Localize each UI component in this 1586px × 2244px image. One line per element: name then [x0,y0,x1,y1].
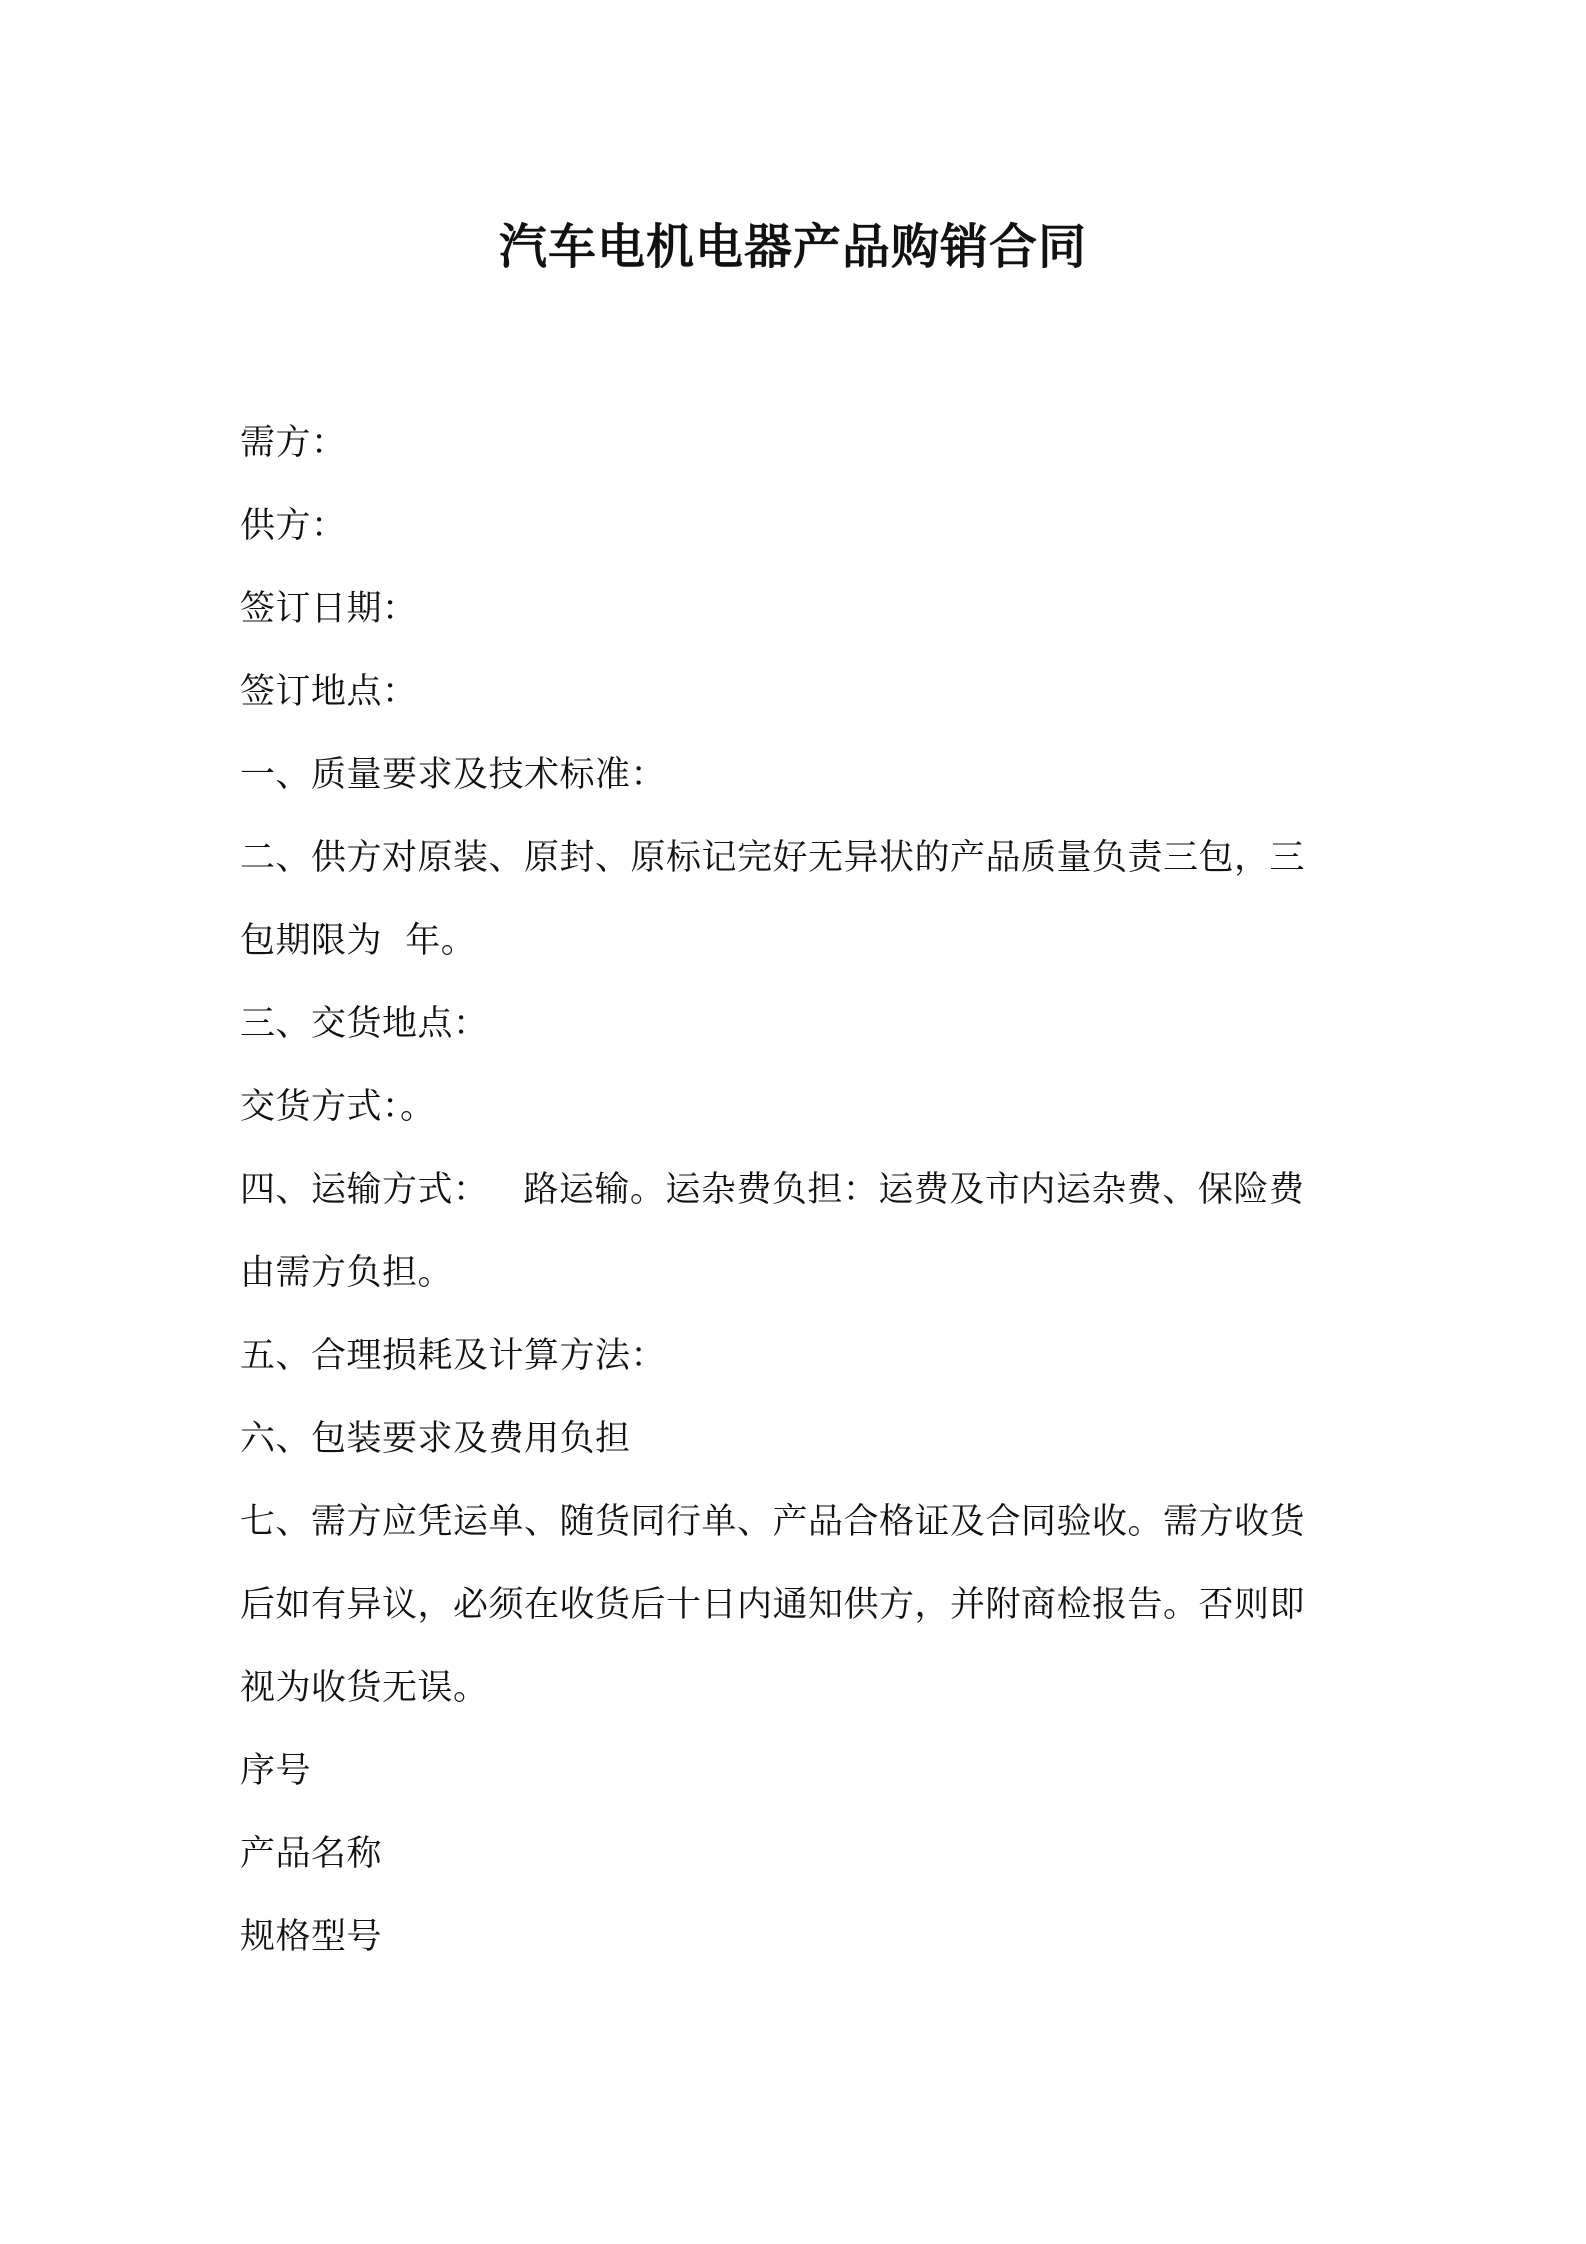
clause-1: 一、质量要求及技术标准： [240,755,667,795]
clause-2-line-1: 二、供方对原装、原封、原标记完好无异状的产品质量负责三包，三 [240,838,1306,878]
clause-4-line-2: 由需方负担。 [240,1253,454,1293]
clause-3: 三、交货地点： [240,1004,489,1044]
clause-7-line-2: 后如有异议，必须在收货后十日内通知供方，并附商检报告。否则即 [240,1585,1306,1625]
clause-7-line-3: 视为收货无误。 [240,1668,489,1708]
clause-4-line-1: 四、运输方式： 路运输。运杂费负担：运费及市内运杂费、保险费 [240,1170,1305,1210]
line-sign-date: 签订日期： [240,589,418,629]
clause-2-line-2: 包期限为 年。 [240,921,477,961]
header-spec-model: 规格型号 [240,1917,383,1957]
clause-6: 六、包装要求及费用负担 [240,1419,631,1459]
line-buyer: 需方： [240,423,347,463]
header-serial-number: 序号 [240,1751,312,1791]
line-sign-place: 签订地点： [240,672,418,712]
header-product-name: 产品名称 [240,1834,383,1874]
clause-7-line-1: 七、需方应凭运单、随货同行单、产品合格证及合同验收。需方收货 [240,1502,1306,1542]
line-delivery-method: 交货方式：。 [240,1087,436,1127]
clause-5: 五、合理损耗及计算方法： [240,1336,667,1376]
line-seller: 供方： [240,506,347,546]
document-body [240,402,1360,1979]
document-title: 汽车电机电器产品购销合同 [498,219,1087,275]
